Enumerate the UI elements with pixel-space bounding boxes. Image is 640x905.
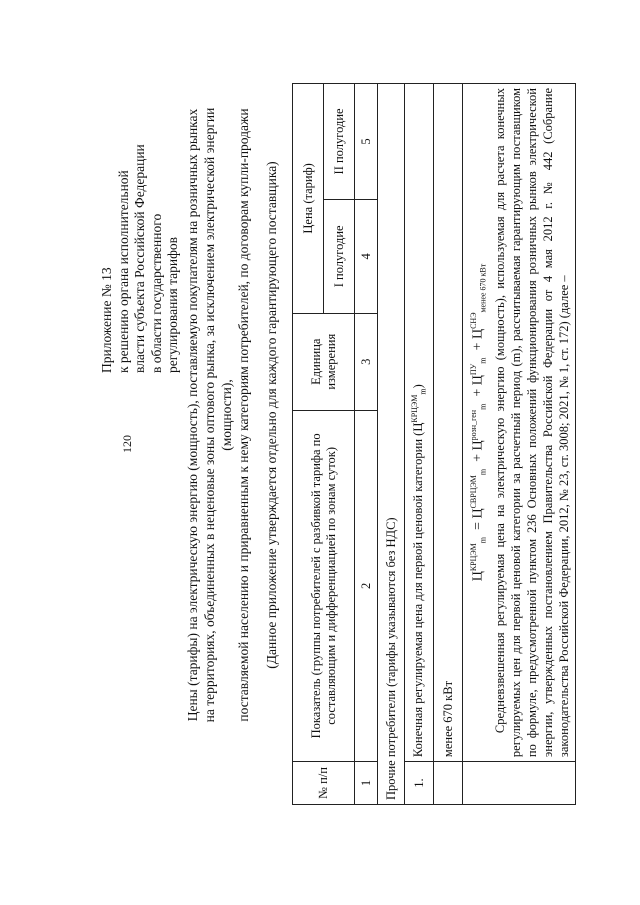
header-row bbox=[293, 84, 324, 805]
formula-explanation: Средневзвешенная регулируемая цена на электрическую энергию (мощность), используемая для расчета конечных регулируемых цен для первой ценовой категории за расчетный период (m), рассчитываемая гарантирующим поставщиком по формуле, предусмотренной пунктом 236 Основных положений функционирования розничных рынков электрической энергии, утвержденных постановлением Правительства Российской Федерации от 4 мая 2012 г. № 442 (Собрание законодательства Российской Федерации, 2012, № 23, ст. 3008; 2021, № 1, ст. 172) (далее – bbox=[493, 88, 572, 758]
document-title bbox=[184, 75, 252, 755]
row-number-empty bbox=[434, 762, 463, 805]
price-formula: $Ц^{КРЦЭМ}_m = Ц^{СВРЦЭМ}_m + Ц^{розн\_ген}_m + Ц^{ПУ}_m + Ц^{СНЭ}_{менее 670 кВт}$ bbox=[469, 263, 488, 582]
appendix-line: в области государственного bbox=[148, 213, 164, 373]
appendix-line: регулирования тарифов bbox=[165, 236, 180, 373]
col-number: 4 bbox=[355, 199, 378, 313]
title-line: Цены (тарифы) на электрическую энергию (мощность), поставляемую покупателям на розничных рынках bbox=[185, 108, 200, 722]
section-label: Прочие потребители (тарифы указываются без НДС) bbox=[378, 84, 405, 805]
column-number-row bbox=[355, 84, 378, 805]
row-label: Конечная регулируемая цена для первой ценовой категории $(Ц^{КРЦЭМ}_m)$ bbox=[405, 84, 434, 762]
row-label: менее 670 кВт bbox=[434, 84, 463, 762]
header-price: Цена (тариф) bbox=[293, 84, 324, 314]
title-line: поставляемой населению и приравненным к нему категориям потребителей, по договорам купли-продажи bbox=[236, 108, 251, 722]
tariff-table bbox=[292, 83, 576, 805]
section-row bbox=[378, 84, 405, 805]
appendix-line: Приложение № 13 bbox=[99, 267, 114, 373]
header-half-2: II полугодие bbox=[324, 84, 355, 200]
appendix-line: к решению органа исполнительной bbox=[115, 170, 131, 373]
title-line: на территориях, объединенных в неценовые зоны оптового рынка, за исключением электрической энергии (мощности), bbox=[202, 107, 234, 723]
appendix-line: власти субъекта Российской Федерации bbox=[132, 144, 147, 373]
row-number-empty bbox=[463, 762, 576, 805]
header-unit: Единица измерения bbox=[293, 313, 355, 410]
col-number: 1 bbox=[355, 762, 378, 805]
row-number: 1. bbox=[405, 762, 434, 805]
header-half-1: I полугодие bbox=[324, 199, 355, 313]
col-number: 3 bbox=[355, 313, 378, 410]
appendix-header bbox=[99, 144, 182, 373]
header-indicator: Показатель (группы потребителей с разбивкой тарифа по составляющим и дифференциацией по зонам суток) bbox=[293, 410, 355, 761]
col-number: 5 bbox=[355, 84, 378, 200]
table-row bbox=[405, 84, 434, 805]
formula-cell bbox=[463, 84, 576, 762]
page-number: 120 bbox=[120, 435, 134, 453]
col-number: 2 bbox=[355, 410, 378, 761]
formula-row bbox=[463, 84, 576, 805]
table-row bbox=[434, 84, 463, 805]
header-num: № п/п bbox=[293, 762, 355, 805]
document-subtitle: (Данное приложение утверждается отдельно для каждого гарантирующего поставщика) bbox=[264, 161, 279, 669]
